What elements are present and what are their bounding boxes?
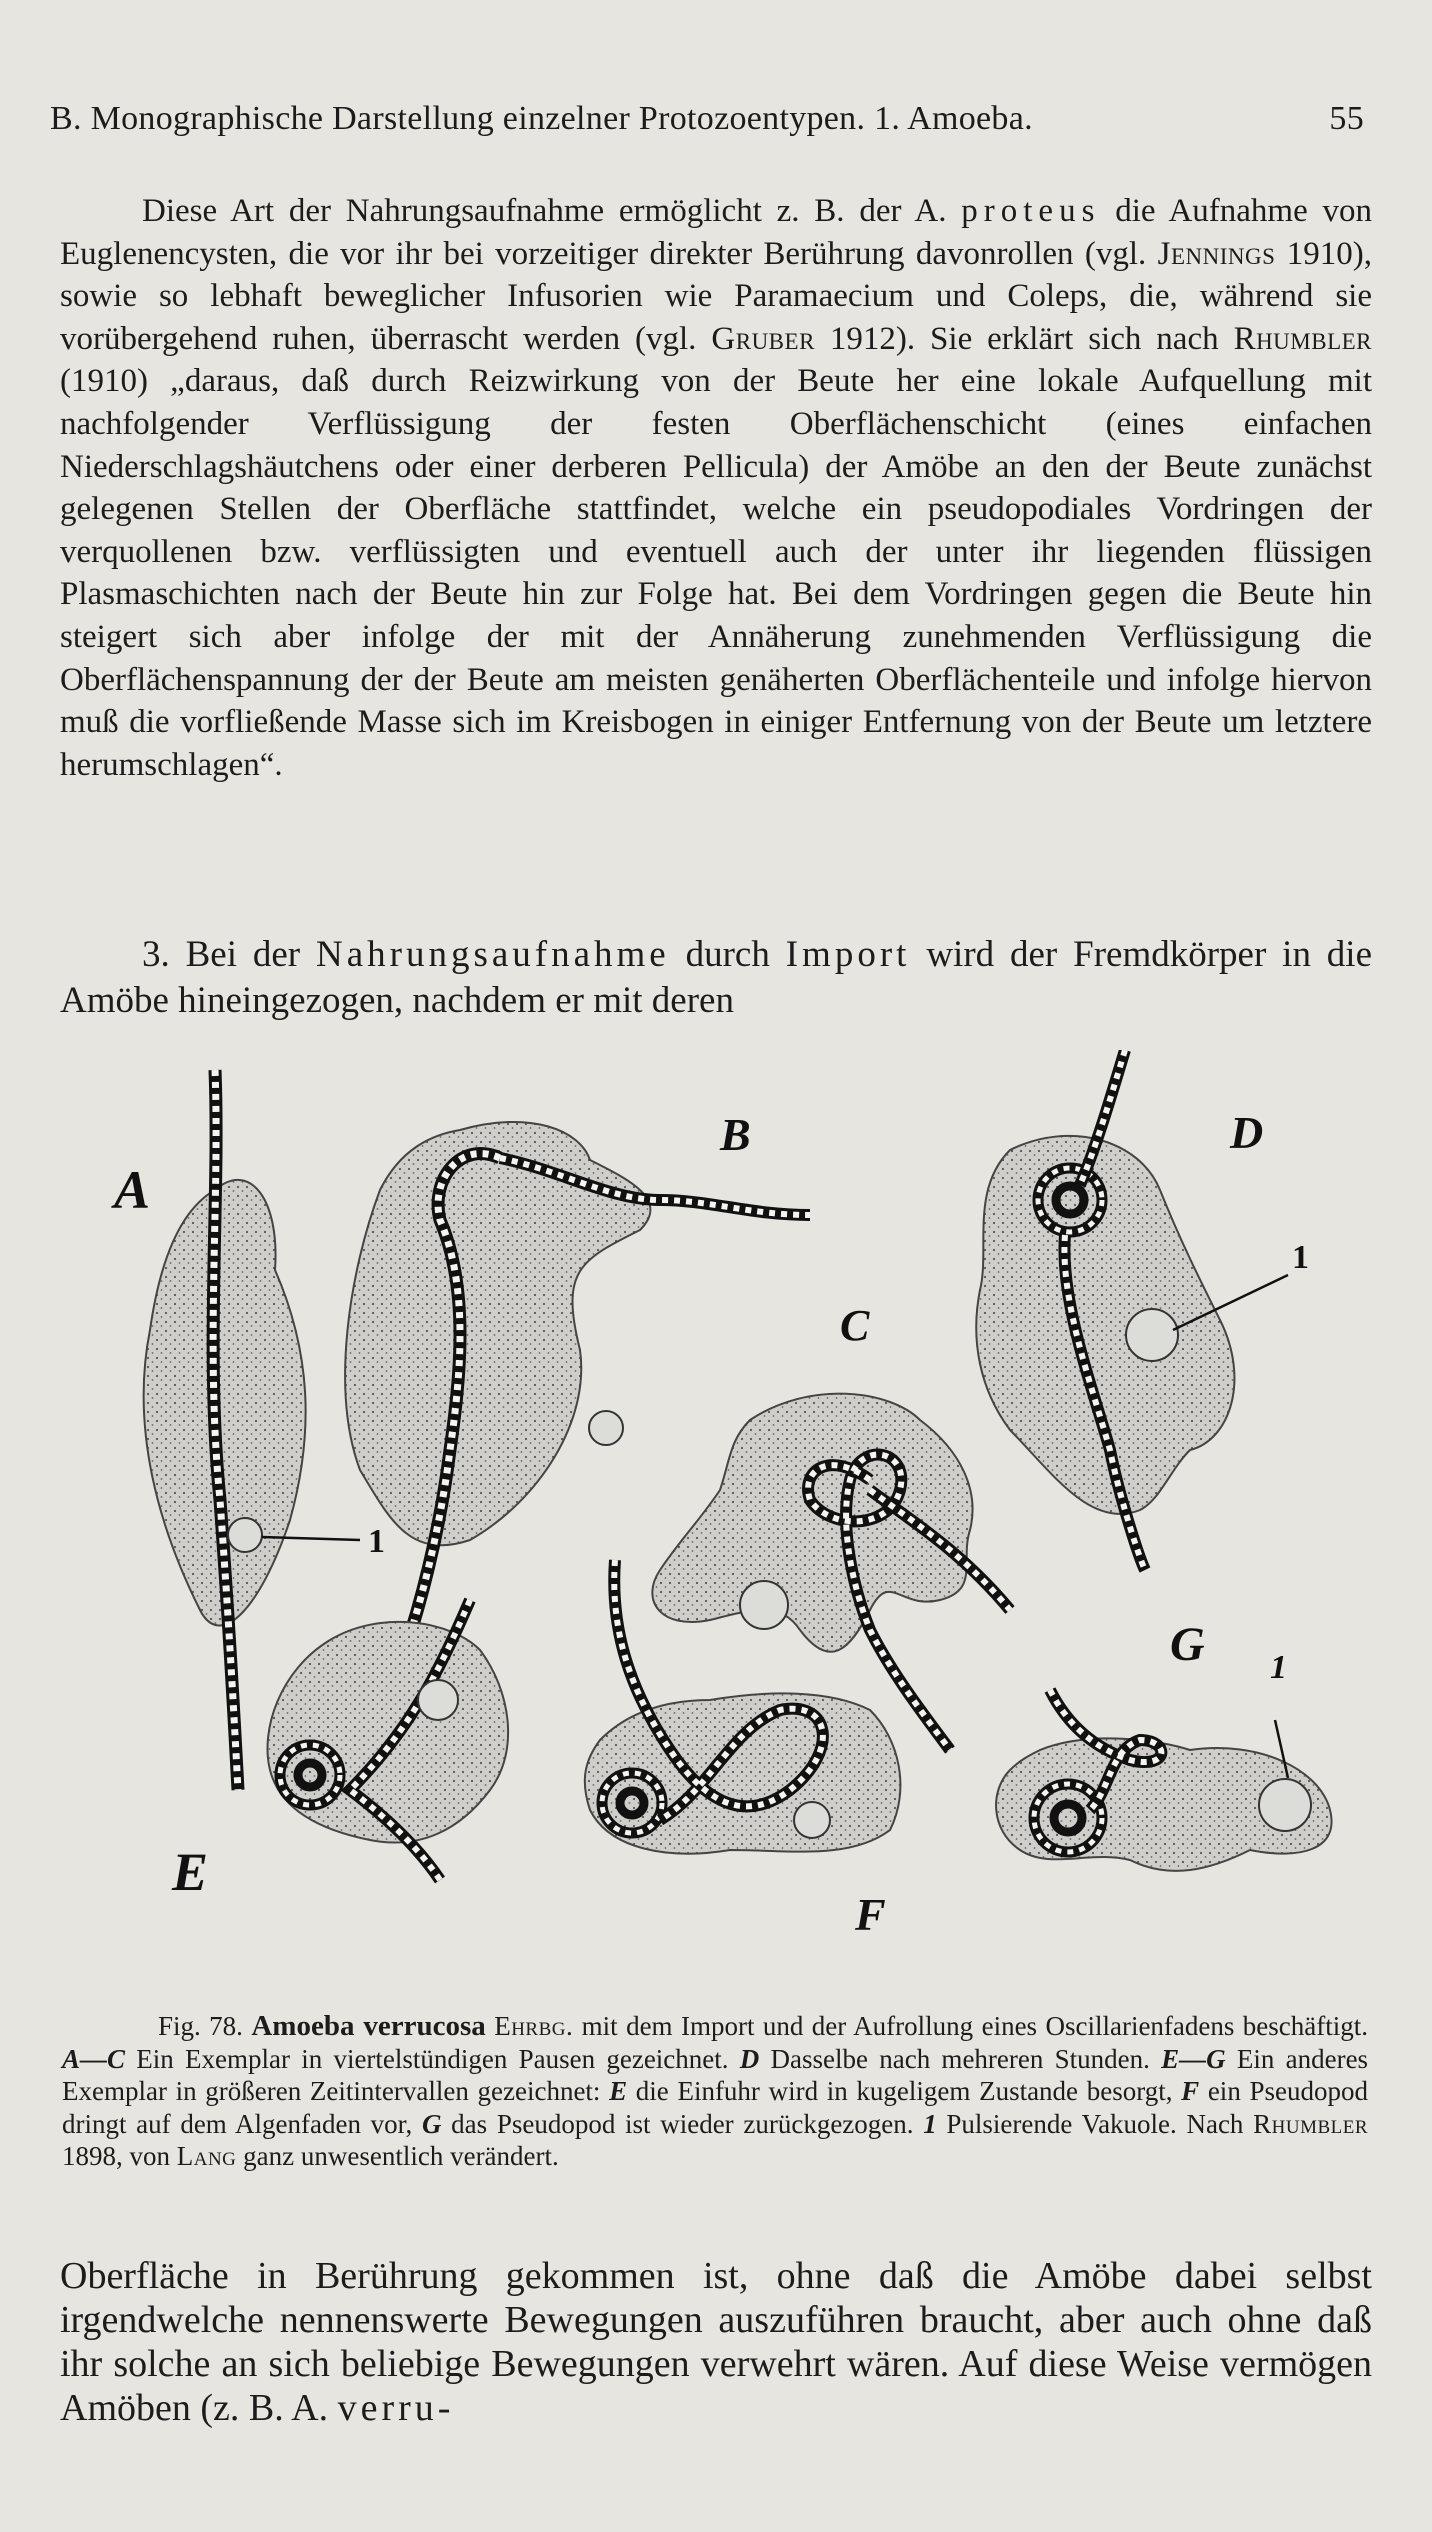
paragraph-3: Oberfläche in Berührung gekommen ist, ohne daß die Amöbe dabei selbst irgendwelche nennenswerte Bewegungen auszuführen braucht, aber auch ohne daß ihr solche an sich beliebige Bewegungen verwehrt wären. Auf diese Weise vermögen Amöben (z. B. A. verru- — [60, 2255, 1372, 2429]
label-d: D — [1230, 1107, 1264, 1158]
label-g: G — [1170, 1618, 1205, 1671]
label-a: A — [114, 1160, 151, 1220]
figure-78-amoeba-drawings — [110, 1050, 1350, 2000]
label-vacuole-g: 1 — [1270, 1649, 1287, 1686]
label-e: E — [172, 1842, 209, 1902]
label-vacuole-a: 1 — [368, 1523, 385, 1560]
running-header — [50, 100, 1364, 138]
paragraph-1: Diese Art der Nahrungsaufnahme ermöglicht z. B. der A. proteus die Aufnahme von Euglenencysten, die vor ihr bei vorzeitiger direkter Berührung davonrollen (vgl. Jennings 1910), sowie so lebhaft beweglicher Infusorien wie Paramaecium und Coleps, die, während sie vorübergehend ruhen, überrascht werden (vgl. Gruber 1912). Sie erklärt sich nach Rhumbler (1910) „daraus, daß durch Reizwirkung von der Beute her eine lokale Aufquellung mit nachfolgender Verflüssigung der festen Oberflächenschicht (eines einfachen Niederschlagshäutchens oder einer derberen Pellicula) der Amöbe an den der Beute zunächst gelegenen Stellen der Oberfläche stattfindet, welche ein pseudopodiales Vordringen der verquollenen bzw. verflüssigten und eventuell auch der unter ihr liegenden flüssigen Plasmaschichten nach der Beute hin zur Folge hat. Bei dem Vordringen gegen die Beute hin steigert sich aber infolge der mit der Annäherung zunehmenden Verflüssigung die Oberflächenspannung der der Beute am meisten genäherten Oberflächenteile und infolge hiervon muß die vorfließende Masse sich im Kreisbogen in einiger Entfernung von der Beute um letztere herumschlagen“. — [60, 193, 1373, 783]
label-c: C — [840, 1301, 870, 1350]
running-title: B. Monographische Darstellung einzelner Protozoentypen. 1. Amoeba. — [50, 100, 1033, 137]
label-vacuole-d: 1 — [1292, 1239, 1309, 1276]
label-b: B — [720, 1109, 751, 1160]
label-f: F — [855, 1889, 886, 1940]
page-number: 55 — [1329, 100, 1364, 137]
amoeba-e-drawing — [268, 1600, 509, 1880]
paragraph-2: 3. Bei der Nahrungsaufnahme durch Import wird der Fremdkörper in die Amöbe hineingezogen, nachdem er mit deren — [60, 934, 1373, 1021]
amoeba-g-drawing — [996, 1690, 1331, 1871]
figure-caption: Fig. 78. Amoeba verrucosa Ehrbg. mit dem Import und der Aufrollung eines Oscillarienfadens beschäftigt. A—C Ein Exemplar in viertelstündigen Pausen gezeichnet. D Dasselbe nach mehreren Stunden. E—G Ein anderes Exemplar in größeren Zeitintervallen gezeichnet: E die Einfuhr wird in kugeligem Zustande besorgt, F ein Pseudopod dringt auf dem Algenfaden vor, G das Pseudopod ist wieder zurückgezogen. 1 Pulsierende Vakuole. Nach Rhumbler 1898, von Lang ganz unwesentlich verändert. — [62, 2010, 1369, 2171]
